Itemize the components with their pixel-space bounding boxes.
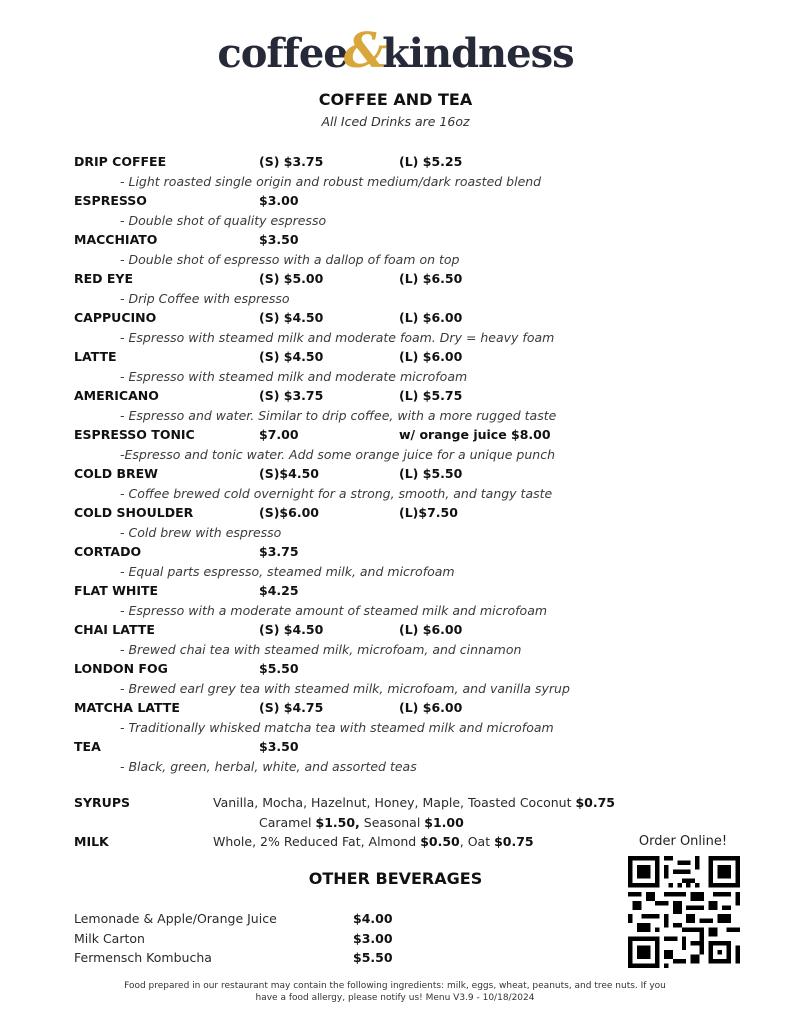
allergy-footer [70, 980, 720, 1004]
footer-line-2: have a food allergy, please notify us! Menu V3.9 - 10/18/2024 [255, 993, 535, 1003]
syrups-label: SYRUPS [74, 795, 130, 810]
menu-item-price-small: (S) $4.75 [259, 700, 324, 715]
menu-item-description: - Espresso and water. Similar to drip coffee, with a more rugged taste [120, 407, 557, 423]
menu-item-price-small: (S) $3.75 [259, 154, 324, 169]
menu-item-price-small: $3.75 [259, 544, 299, 559]
other-beverage-name: Fermensch Kombucha [74, 950, 212, 965]
extras-section [74, 793, 674, 852]
menu-item-name: DRIP COFFEE [74, 154, 167, 169]
menu-item-price-small: (S) $4.50 [259, 622, 324, 637]
menu-item-price-large: (L) $5.25 [399, 154, 463, 169]
menu-item-name: ESPRESSO [74, 193, 147, 208]
menu-item-name: COLD SHOULDER [74, 505, 194, 520]
menu-item-price-large: (L) $6.00 [399, 622, 463, 637]
other-beverages-list [74, 909, 434, 968]
menu-item-name: MACCHIATO [74, 232, 158, 247]
menu-item-row [74, 737, 754, 757]
menu-item-price-small: (S) $4.50 [259, 310, 324, 325]
menu-item-description: - Equal parts espresso, steamed milk, and microfoam [120, 563, 455, 579]
menu-item-row [74, 230, 754, 250]
menu-item-price-large: (L) $5.50 [399, 466, 463, 481]
menu-item-price-small: (S) $3.75 [259, 388, 324, 403]
other-beverage-price: $4.00 [353, 911, 393, 926]
menu-item-price-large: (L) $6.50 [399, 271, 463, 286]
other-beverage-name: Lemonade & Apple/Orange Juice [74, 911, 277, 926]
menu-item-name: LATTE [74, 349, 117, 364]
menu-item-row [74, 347, 754, 367]
menu-item-name: CORTADO [74, 544, 142, 559]
logo-word-coffee: coffee [217, 30, 348, 77]
menu-item-description: - Espresso with steamed milk and moderate foam. Dry = heavy foam [120, 329, 555, 345]
other-beverage-price: $5.50 [353, 950, 393, 965]
milk-label: MILK [74, 834, 109, 849]
brand-logo [0, 23, 791, 79]
menu-item-description: -Espresso and tonic water. Add some orange juice for a unique punch [120, 446, 555, 462]
menu-item-price-small: $3.50 [259, 739, 299, 754]
menu-item-description: - Cold brew with espresso [120, 524, 282, 540]
menu-item-name: COLD BREW [74, 466, 158, 481]
menu-item-row [74, 386, 754, 406]
menu-item-description: - Double shot of quality espresso [120, 212, 327, 228]
menu-item-description: - Espresso with a moderate amount of steamed milk and microfoam [120, 602, 548, 618]
menu-item-name: MATCHA LATTE [74, 700, 180, 715]
menu-item-price-small: $7.00 [259, 427, 299, 442]
menu-item-row [74, 308, 754, 328]
syrups-list: Vanilla, Mocha, Hazelnut, Honey, Maple, Toasted Coconut $0.75 [213, 795, 615, 810]
syrups-premium-row [74, 813, 674, 833]
menu-item-price-small: (S) $5.00 [259, 271, 324, 286]
menu-item-row [74, 425, 754, 445]
menu-item-price-small: $5.50 [259, 661, 299, 676]
other-section-title: OTHER BEVERAGES [308, 869, 483, 888]
menu-item-name: LONDON FOG [74, 661, 168, 676]
menu-item-description: - Brewed earl grey tea with steamed milk, microfoam, and vanilla syrup [120, 680, 570, 696]
menu-item-price-large: (L) $5.75 [399, 388, 463, 403]
menu-item-description: - Traditionally whisked matcha tea with steamed milk and microfoam [120, 719, 554, 735]
menu-item-description: - Double shot of espresso with a dallop of foam on top [120, 251, 460, 267]
menu-item-row [74, 698, 754, 718]
menu-item-description: - Coffee brewed cold overnight for a strong, smooth, and tangy taste [120, 485, 553, 501]
menu-item-row [74, 581, 754, 601]
coffee-section-title: COFFEE AND TEA [318, 90, 473, 109]
footer-line-1: Food prepared in our restaurant may contain the following ingredients: milk, eggs, wheat, peanuts, and tree nuts. If you [124, 981, 666, 991]
syrups-row [74, 793, 674, 813]
menu-item-price-small: (S)$4.50 [259, 466, 319, 481]
qr-code-icon[interactable] [628, 856, 740, 968]
milk-row [74, 832, 674, 852]
menu-item-name: AMERICANO [74, 388, 159, 403]
menu-item-price-large: (L) $6.00 [399, 349, 463, 364]
menu-item-price-large: w/ orange juice $8.00 [399, 427, 551, 442]
menu-item-row [74, 191, 754, 211]
menu-item-name: FLAT WHITE [74, 583, 159, 598]
menu-item-price-large: (L)$7.50 [399, 505, 458, 520]
menu-item-description: - Drip Coffee with espresso [120, 290, 290, 306]
logo-ampersand: & [343, 23, 387, 79]
menu-item-name: RED EYE [74, 271, 134, 286]
logo-word-kindness: kindness [382, 30, 574, 77]
menu-item-row [74, 503, 754, 523]
menu-item-row [74, 152, 754, 172]
coffee-section-subtitle: All Iced Drinks are 16oz [321, 114, 470, 129]
menu-item-price-small: (S) $4.50 [259, 349, 324, 364]
other-beverage-price: $3.00 [353, 930, 393, 946]
menu-item-price-small: $3.00 [259, 193, 299, 208]
menu-item-name: CAPPUCINO [74, 310, 157, 325]
menu-item-description: - Light roasted single origin and robust medium/dark roasted blend [120, 173, 542, 189]
menu-item-price-small: $4.25 [259, 583, 299, 598]
order-online-label: Order Online! [638, 834, 728, 849]
menu-item-price-small: (S)$6.00 [259, 505, 319, 520]
menu-item-name: ESPRESSO TONIC [74, 427, 195, 442]
coffee-menu-list [74, 152, 754, 776]
menu-item-price-large: (L) $6.00 [399, 310, 463, 325]
menu-item-price-small: $3.50 [259, 232, 299, 247]
menu-item-row [74, 269, 754, 289]
menu-item-name: TEA [74, 739, 101, 754]
milk-list: Whole, 2% Reduced Fat, Almond $0.50, Oat $0.75 [213, 834, 534, 849]
other-beverage-row [74, 929, 434, 949]
menu-item-row [74, 659, 754, 679]
menu-item-row [74, 620, 754, 640]
menu-item-description: - Espresso with steamed milk and moderate microfoam [120, 368, 468, 384]
other-beverage-row [74, 948, 434, 968]
menu-item-name: CHAI LATTE [74, 622, 155, 637]
other-beverage-name: Milk Carton [74, 930, 145, 946]
menu-item-description: - Brewed chai tea with steamed milk, microfoam, and cinnamon [120, 641, 522, 657]
menu-item-row [74, 542, 754, 562]
menu-item-price-large: (L) $6.00 [399, 700, 463, 715]
syrups-premium-list: Caramel $1.50, Seasonal $1.00 [259, 814, 464, 830]
menu-item-description: - Black, green, herbal, white, and assorted teas [120, 758, 417, 774]
other-beverage-row [74, 909, 434, 929]
menu-item-row [74, 464, 754, 484]
